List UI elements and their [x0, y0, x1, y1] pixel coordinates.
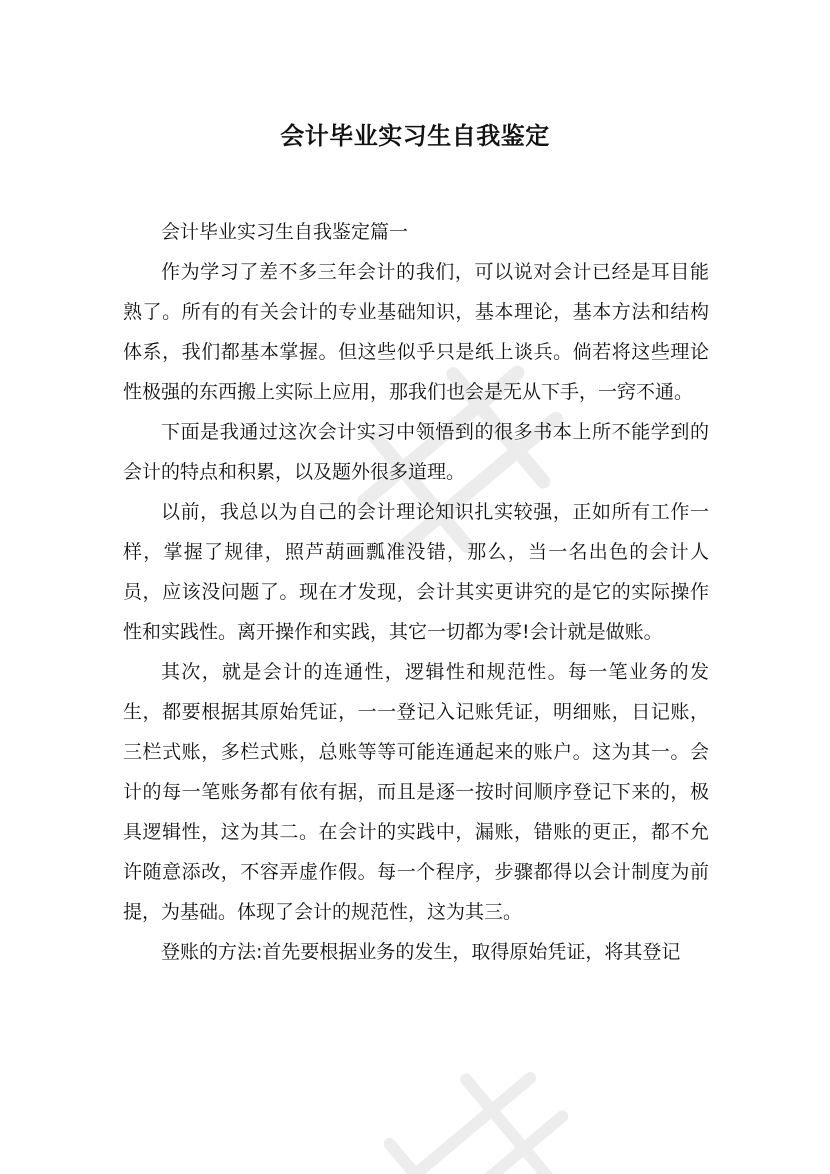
paragraph: 以前，我总以为自己的会计理论知识扎实较强，正如所有工作一样，掌握了规律，照芦葫画瓢准没错，那么，当一名出色的会计人员，应该没问题了。现在才发现，会计其实更讲究的是它的实际操作性和实践性。离开操作和实践，其它一切都为零!会计就是做账。: [123, 501, 709, 643]
paragraph: 其次，就是会计的连通性，逻辑性和规范性。每一笔业务的发生，都要根据其原始凭证，一一登记入记账凭证，明细账，日记账，三栏式账，多栏式账，总账等等可能连通起来的账户。这为其一。会计的每一笔账务都有依有据，而且是逐一按时间顺序登记下来的，极具逻辑性，这为其二。在会计的实践中，漏账，错账的更正，都不允许随意添改，不容弄虚作假。每一个程序，步骤都得以会计制度为前提，为基础。体现了会计的规范性，这为其三。: [123, 661, 709, 923]
document-title: 会计毕业实习生自我鉴定: [280, 122, 550, 150]
paragraph: 登账的方法:首先要根据业务的发生，取得原始凭证，将其登记: [161, 941, 681, 963]
document-body: [123, 212, 709, 972]
section-heading: 会计毕业实习生自我鉴定篇一: [161, 221, 409, 243]
paragraph: 作为学习了差不多三年会计的我们，可以说对会计已经是耳目能熟了。所有的有关会计的专业基础知识，基本理论，基本方法和结构体系，我们都基本掌握。但这些似乎只是纸上谈兵。倘若将这些理论性极强的东西搬上实际上应用，那我们也会是无从下手，一窍不通。: [123, 261, 709, 403]
watermark-logo-icon: [330, 1040, 590, 1174]
paragraph: 下面是我通过这次会计实习中领悟到的很多书本上所不能学到的会计的特点和积累，以及题外很多道理。: [123, 421, 709, 483]
